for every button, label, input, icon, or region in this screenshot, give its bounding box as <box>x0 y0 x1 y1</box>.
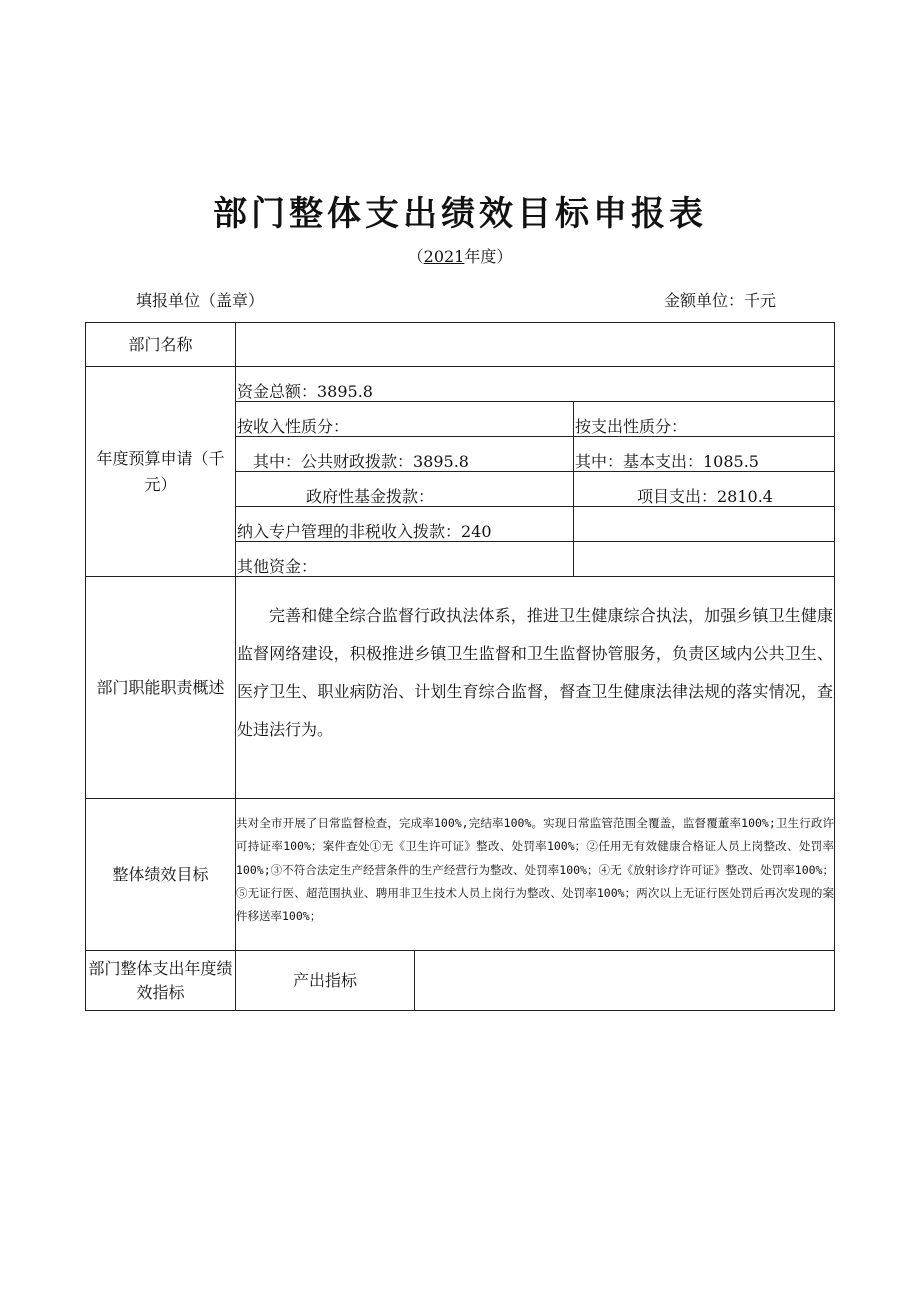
performance-label: 整体绩效目标 <box>112 864 209 884</box>
year-close: 年度） <box>464 247 513 266</box>
performance-text: 共对全市开展了日常监督检查，完成率100%,完结率100%。实现日常监管范围全覆盖，监督覆董率100%;卫生行政许可持证率100%；案件查处①无《卫生许可证》整改、处罚率100%；②任用无有效健康合格证人员上岗整改、处罚率100%;③不符合法定生产经营条件的生产经营行为整改、处罚率100%；④无《放射诊疗许可证》整改、处罚率100%；⑤无证行医、超范围执业、聘用非卫生技术人员上岗行为整改、处罚率100%；两次以上无证行医处罚后再次发现的案件移送率100%； <box>236 816 834 924</box>
duty-text: 完善和健全综合监督行政执法体系，推进卫生健康综合执法，加强乡镇卫生健康监督网络建设，积极推进乡镇卫生监督和卫生监督协管服务，负责区域内公共卫生、医疗卫生、职业病防治、计划生育综合监督，督查卫生健康法律法规的落实情况，查处违法行为。 <box>237 606 833 739</box>
dept-name-value <box>236 323 834 366</box>
year-open: （ <box>407 247 424 266</box>
table-border-bottom <box>85 1010 835 1011</box>
budget-gov-fund: 政府性基金拨款： <box>306 487 435 506</box>
budget-non-tax: 纳入专户管理的非税收入拨款：240 <box>237 522 492 541</box>
budget-project: 项目支出：2810.4 <box>637 487 773 506</box>
budget-total: 资金总额：3895.8 <box>237 382 373 401</box>
year-line <box>0 244 920 267</box>
year-value: 2021 <box>423 247 465 266</box>
budget-fiscal: 其中：公共财政拨款：3895.8 <box>253 452 469 471</box>
budget-other: 其他资金： <box>237 557 318 576</box>
duty-label: 部门职能职责概述 <box>96 677 225 697</box>
table-border-right <box>834 322 835 1011</box>
budget-label: 年度预算申请（千元） <box>96 448 225 494</box>
budget-by-income: 按收入性质分： <box>237 417 350 436</box>
dept-name-label: 部门名称 <box>128 334 193 354</box>
budget-column-divider <box>573 401 574 577</box>
budget-by-expense: 按支出性质分： <box>575 417 688 436</box>
indicators-value <box>415 951 834 1010</box>
amount-unit-label: 金额单位：千元 <box>664 291 777 310</box>
page-title: 部门整体支出绩效目标申报表 <box>213 194 707 234</box>
indicators-sub-label: 产出指标 <box>292 970 357 990</box>
budget-basic: 其中：基本支出：1085.5 <box>575 452 759 471</box>
fill-unit-label: 填报单位（盖章） <box>136 291 265 310</box>
indicators-label: 部门整体支出年度绩效指标 <box>88 958 233 1002</box>
